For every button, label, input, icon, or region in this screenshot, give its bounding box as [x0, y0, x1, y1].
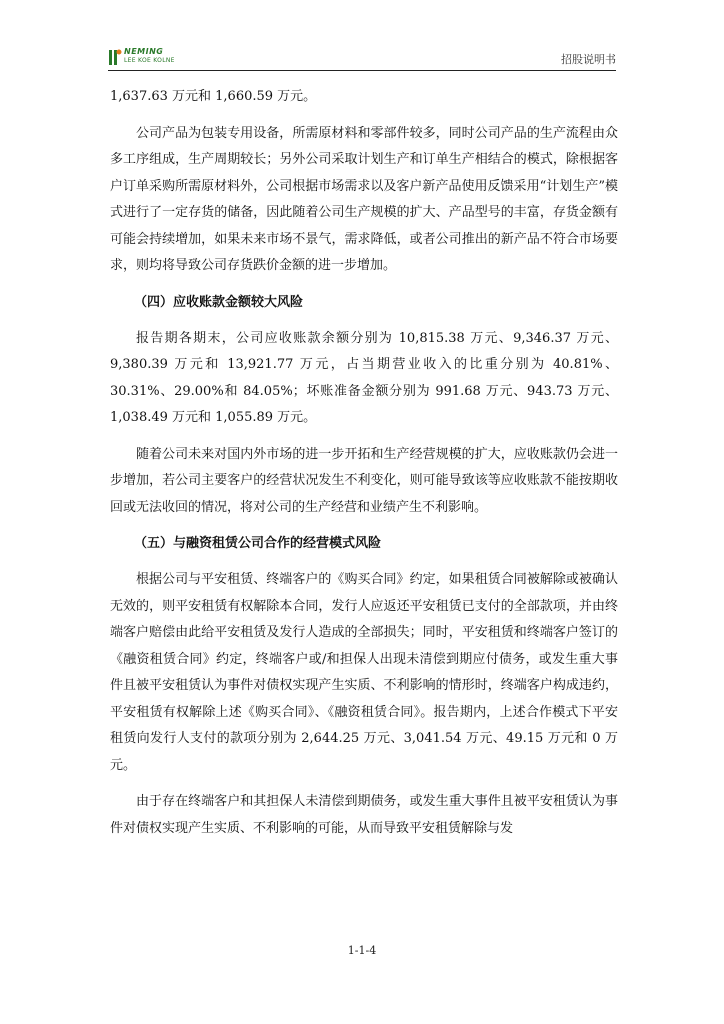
section-heading-4: （四）应收账款金额较大风险 — [134, 294, 304, 310]
logo-text-top: NEMING — [124, 47, 164, 56]
paragraph-2: 公司产品为包装专用设备，所需原材料和零部件较多，同时公司产品的生产流程由众多工序组成，生产周期较长；另外公司采取计划生产和订单生产相结合的模式，除根据客户订单采购所需原材料外，公司根据市场需求以及客户新产品使用反馈采用“计划生产”模式进行了一定存货的储备，因此随着公司生产规模的扩大、产品型号的丰富，存货金额有可能会持续增加，如果未来市场不景气，需求降低，或者公司推出的新产品不符合市场要求，则均将导致公司存货跌价金额的进一步增加。 — [110, 125, 618, 273]
paragraph-6: 由于存在终端客户和其担保人未清偿到期债务，或发生重大事件且被平安租赁认为事件对债权实现产生实质、不利影响的可能，从而导致平安租赁解除与发 — [110, 794, 618, 836]
document-type-label: 招股说明书 — [561, 53, 616, 66]
paragraph-5: 根据公司与平安租赁、终端客户的《购买合同》约定，如果租赁合同被解除或被确认无效的，则平安租赁有权解除本合同，发行人应返还平安租赁已支付的全部款项，并由终端客户赔偿由此给平安租赁及发行人造成的全部损失；同时，平安租赁和终端客户签订的《融资租赁合同》约定，终端客户或/和担保人出现未清偿到期应付债务，或发生重大事件且被平安租赁认为事件对债权实现产生实质、不利影响的情形时，终端客户构成违约，平安租赁有权解除上述《购买合同》、《融资租赁合同》。报告期内，上述合作模式下平安租赁向发行人支付的款项分别为 2,644.25 万元、3,041.54 万元、49.15 万元和 0 万元。 — [110, 572, 618, 773]
paragraph-4: 随着公司未来对国内外市场的进一步开拓和生产经营规模的扩大，应收账款仍会进一步增加，若公司主要客户的经营状况发生不利变化，则可能导致该等应收账款不能按期收回或无法收回的情况，将对公司的生产经营和业绩产生不利影响。 — [110, 446, 618, 515]
document-body — [110, 84, 618, 842]
logo-text-bottom: LEE KOE KOLNE — [124, 57, 175, 64]
company-logo — [108, 46, 175, 68]
paragraph-1: 1,637.63 万元和 1,660.59 万元。 — [110, 89, 317, 104]
page-header — [108, 44, 616, 71]
paragraph-3: 报告期各期末，公司应收账款余额分别为 10,815.38 万元、9,346.37 万元、9,380.39 万元和 13,921.77 万元，占当期营业收入的比重分别为 40.81%、30.31%、29.00%和 84.05%；坏账准备金额分别为 991.68 万元、943.73 万元、1,038.49 万元和 1,055.89 万元。 — [110, 330, 618, 425]
logo-mark-icon — [108, 48, 122, 66]
page-number: 1-1-4 — [347, 944, 377, 957]
section-heading-5: （五）与融资租赁公司合作的经营模式风险 — [134, 536, 382, 551]
